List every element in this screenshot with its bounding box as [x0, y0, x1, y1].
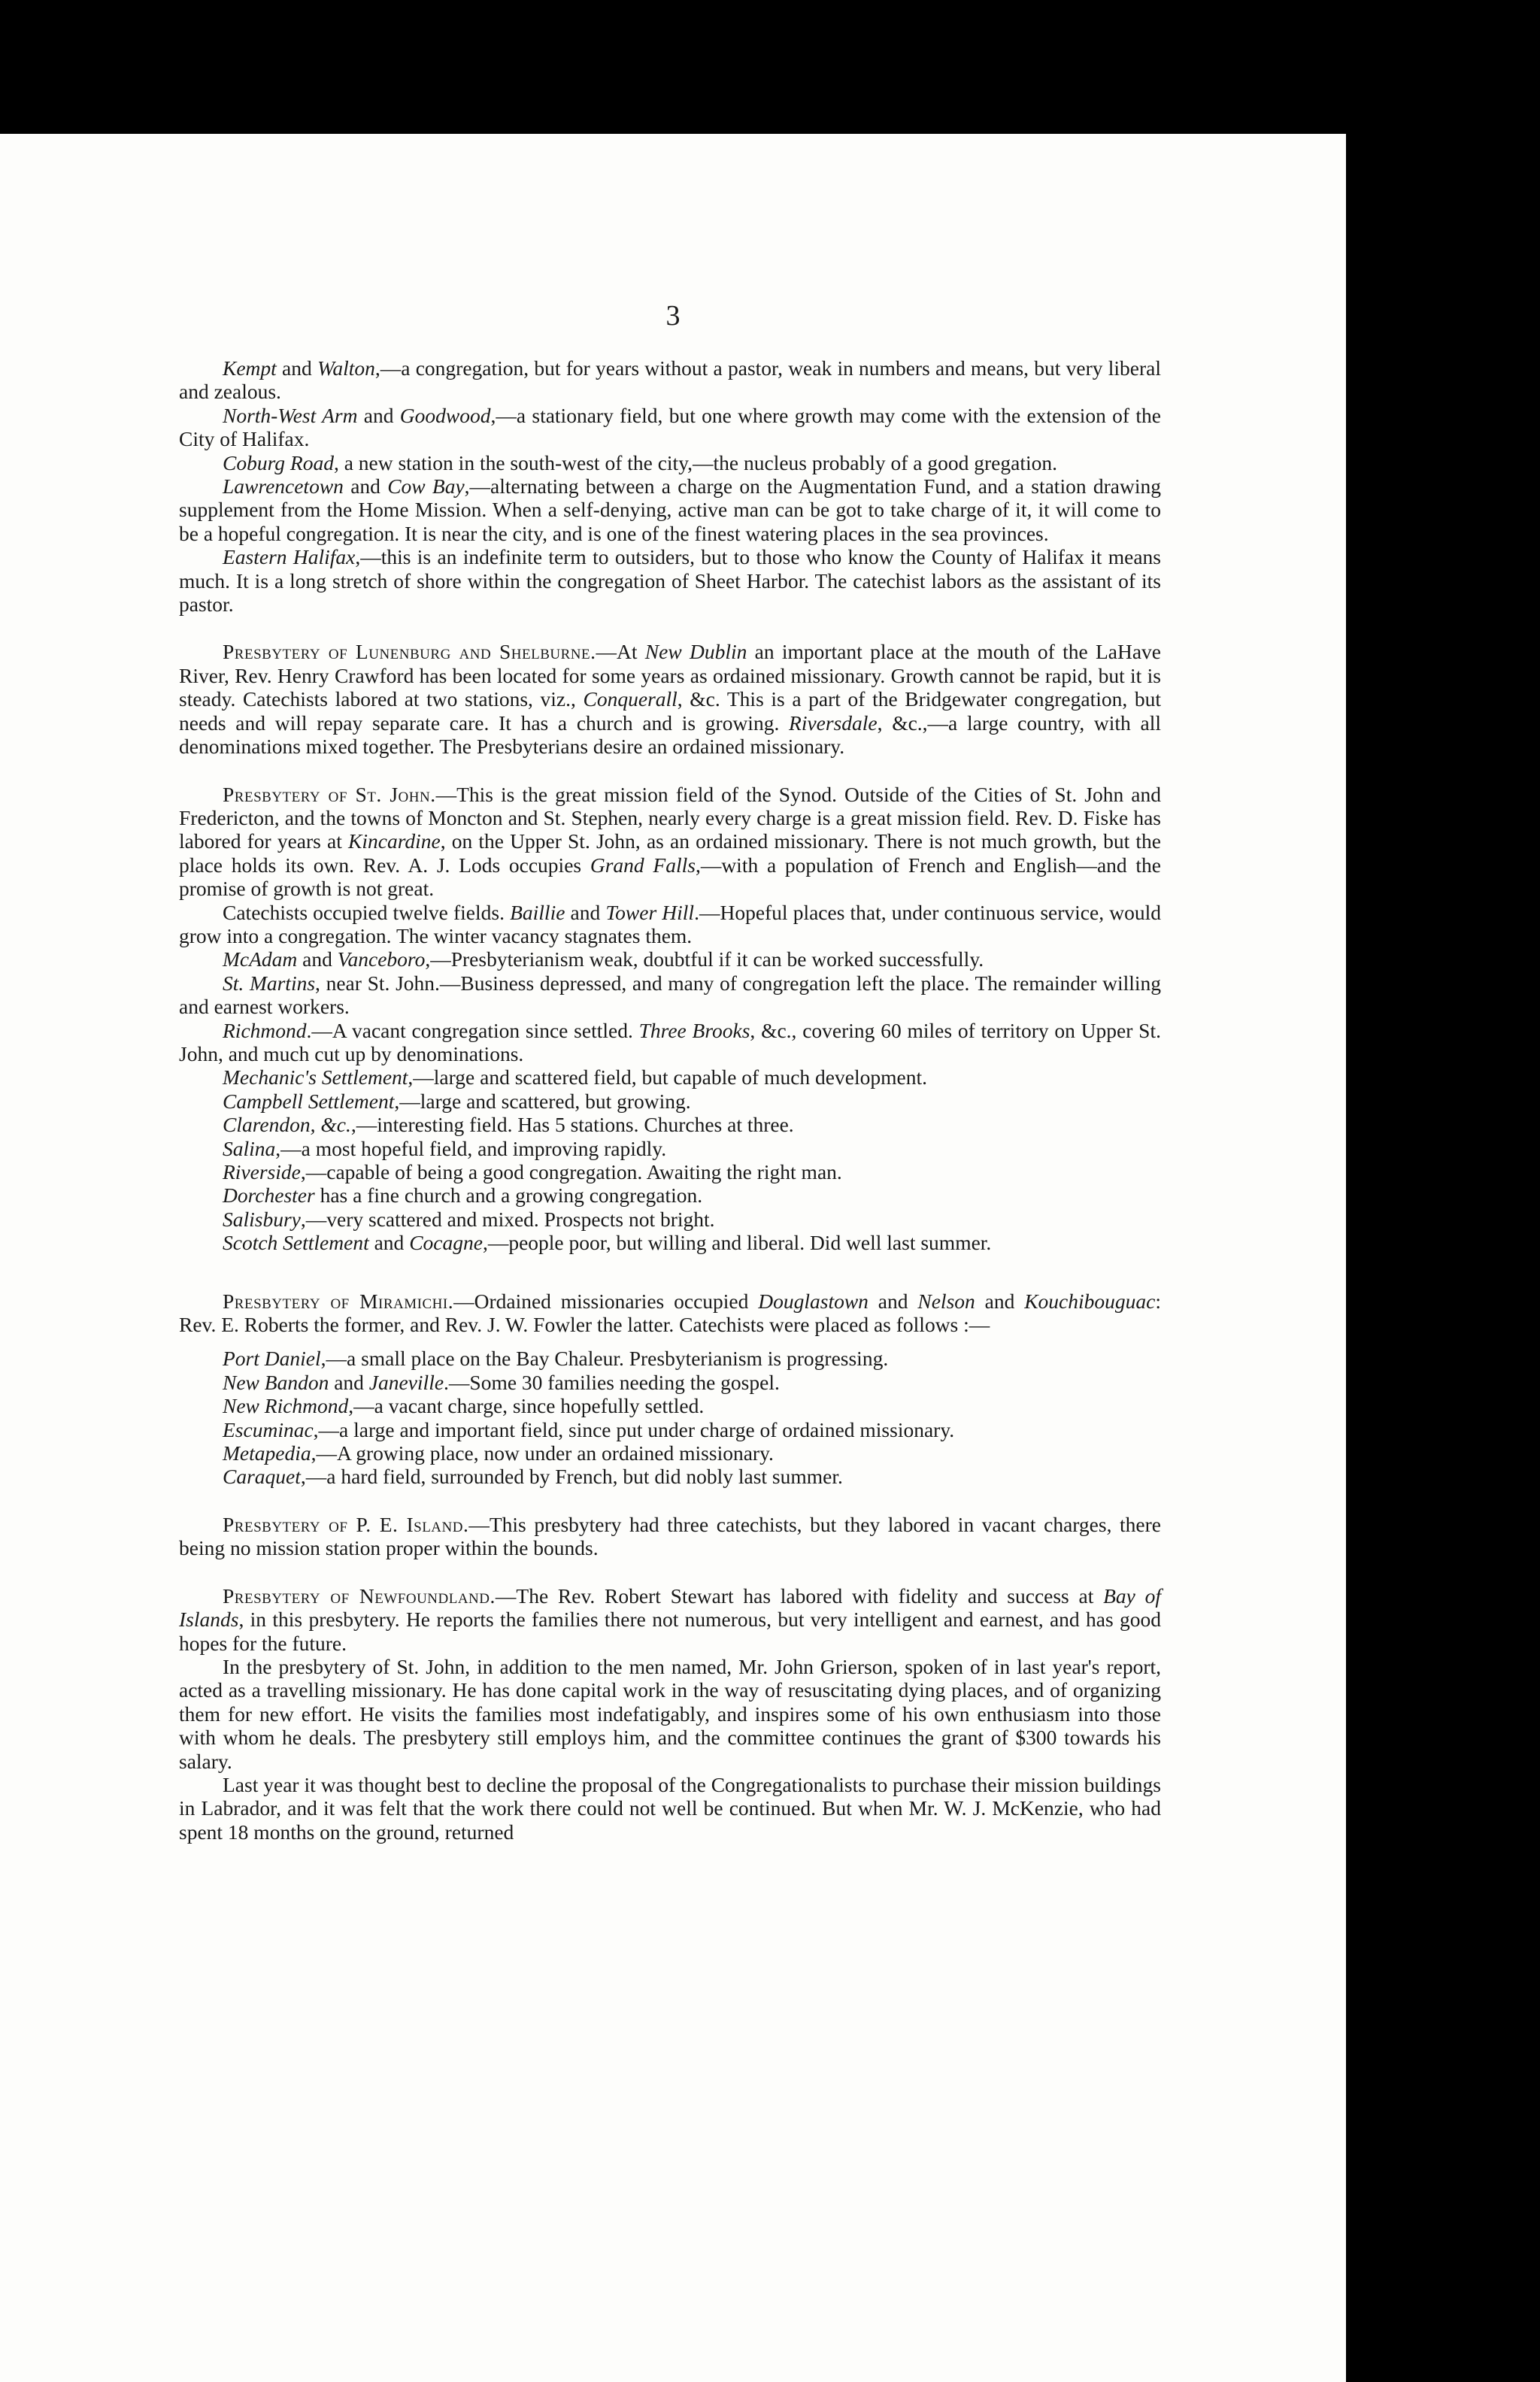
- page-body: [179, 356, 1161, 1844]
- paragraph-kempt: Kempt and Walton,—a congregation, but for years without a pastor, weak in numbers and means, but very liberal and zealous.: [179, 356, 1161, 404]
- section-newfoundland: Presbytery of Newfoundland.—The Rev. Robert Stewart has labored with fidelity and success at Bay of Islands, in this presbytery. He reports the families there not numerous, but very intelligent and earnest, and has good hopes for the future.: [179, 1583, 1162, 1655]
- list-item: New Richmond,—a vacant charge, since hopefully settled.: [223, 1394, 705, 1418]
- paragraph-grierson: In the presbytery of St. John, in addition to the men named, Mr. John Grierson, spoken of in last year's report, acted as a travelling missionary. He has done capital work in the way of resuscitating dying places, and of organizing them for new effort. He visits the families most indefatigably, and inspires some of his own enthusiasm into those with whom he deals. The presbytery still employs him, and the committee continues the grant of $300 towards his salary.: [179, 1654, 1161, 1773]
- section-miramichi: Presbytery of Miramichi.—Ordained missionaries occupied Douglastown and Nelson and Kouchibouguac: Rev. E. Roberts the former, and Rev. J. W. Fowler the latter. Catechists were placed as follows :—: [179, 1289, 1161, 1337]
- section-heading: Presbytery of P. E. Island.: [223, 1512, 469, 1536]
- section-pei: Presbytery of P. E. Island.—This presbytery had three catechists, but they labored in vacant charges, there being no mission station proper within the bounds.: [179, 1512, 1162, 1560]
- paragraph-labrador: Last year it was thought best to decline the proposal of the Congregationalists to purchase their mission buildings in Labrador, and it was felt that the work there could not well be continued. But when Mr. W. J. McKenzie, who had spent 18 months on the ground, returned: [179, 1772, 1161, 1844]
- paragraph-lawrencetown: Lawrencetown and Cow Bay,—alternating between a charge on the Augmentation Fund, and a station drawing supplement from the Home Mission. When a self-denying, active man can be got to take charge of it, it will come to be a hopeful congregation. It is near the city, and is one of the finest watering places in the sea provinces.: [179, 474, 1161, 545]
- list-item: Mechanic's Settlement,—large and scattered field, but capable of much development.: [223, 1065, 927, 1089]
- list-item: Scotch Settlement and Cocagne,—people poor, but willing and liberal. Did well last summer.: [223, 1231, 992, 1255]
- list-item: Dorchester has a fine church and a growing congregation.: [223, 1183, 703, 1208]
- list-item: Riverside,—capable of being a good congregation. Awaiting the right man.: [223, 1160, 842, 1183]
- section-heading: Presbytery of St. John.: [223, 782, 436, 806]
- list-item: McAdam and Vanceboro,—Presbyterianism weak, doubtful if it can be worked successfully.: [223, 947, 984, 971]
- section-st-john: Presbytery of St. John.—This is the great mission field of the Synod. Outside of the Cities of St. John and Fredericton, and the towns of Moncton and St. Stephen, nearly every charge is a great mission field. Rev. D. Fiske has labored for years at Kincardine, on the Upper St. John, as an ordained missionary. There is not much growth, but the place holds its own. Rev. A. J. Lods occupies Grand Falls,—with a population of French and English—and the promise of growth is not great.: [179, 782, 1162, 901]
- section-heading: Presbytery of Lunenburg and Shelburne.: [223, 640, 596, 664]
- list-item: Salina,—a most hopeful field, and improving rapidly.: [223, 1136, 667, 1160]
- list-item: Salisbury,—very scattered and mixed. Prospects not bright.: [223, 1207, 715, 1231]
- list-item: St. Martins, near St. John.—Business depressed, and many of congregation left the place. The remainder willing and earnest workers.: [179, 971, 1162, 1019]
- list-item: Richmond.—A vacant congregation since settled. Three Brooks, &c., covering 60 miles of territory on Upper St. John, and much cut up by denominations.: [179, 1018, 1161, 1065]
- list-item: Catechists occupied twelve fields. Baillie and Tower Hill.—Hopeful places that, under continuous service, would grow into a congregation. The winter vacancy stagnates them.: [179, 900, 1161, 947]
- list-item: Caraquet,—a hard field, surrounded by French, but did nobly last summer.: [223, 1465, 843, 1489]
- list-item: New Bandon and Janeville.—Some 30 families needing the gospel.: [223, 1370, 780, 1394]
- paragraph-north-west-arm: North-West Arm and Goodwood,—a stationary field, but one where growth may come with the extension of the City of Halifax.: [179, 403, 1161, 451]
- page-number: 3: [665, 300, 681, 332]
- section-heading: Presbytery of Miramichi.: [223, 1289, 454, 1313]
- list-item: Metapedia,—A growing place, now under an ordained missionary.: [223, 1441, 774, 1465]
- document-page: [0, 134, 1346, 2382]
- list-item: Campbell Settlement,—large and scattered, but growing.: [223, 1089, 691, 1113]
- list-item: Clarendon, &c.,—interesting field. Has 5 stations. Churches at three.: [223, 1113, 794, 1137]
- paragraph-coburg-road: Coburg Road, a new station in the south-west of the city,—the nucleus probably of a good gregation.: [223, 450, 1057, 474]
- section-heading: Presbytery of Newfoundland.: [223, 1583, 496, 1608]
- list-item: Port Daniel,—a small place on the Bay Chaleur. Presbyterianism is progressing.: [223, 1347, 889, 1371]
- list-item: Escuminac,—a large and important field, since put under charge of ordained missionary.: [223, 1417, 955, 1441]
- section-lunenburg: Presbytery of Lunenburg and Shelburne.—At New Dublin an important place at the mouth of the LaHave River, Rev. Henry Crawford has been located for some years as ordained missionary. Growth cannot be rapid, but it is steady. Catechists labored at two stations, viz., Conquerall, &c. This is a part of the Bridgewater congregation, but needs and will repay separate care. It has a church and is growing. Riversdale, &c.,—a large country, with all denominations mixed together. The Presbyterians desire an ordained missionary.: [179, 640, 1161, 759]
- paragraph-eastern-halifax: Eastern Halifax,—this is an indefinite term to outsiders, but to those who know the County of Halifax it means much. It is a long stretch of shore within the congregation of Sheet Harbor. The catechist labors as the assistant of its pastor.: [179, 545, 1161, 617]
